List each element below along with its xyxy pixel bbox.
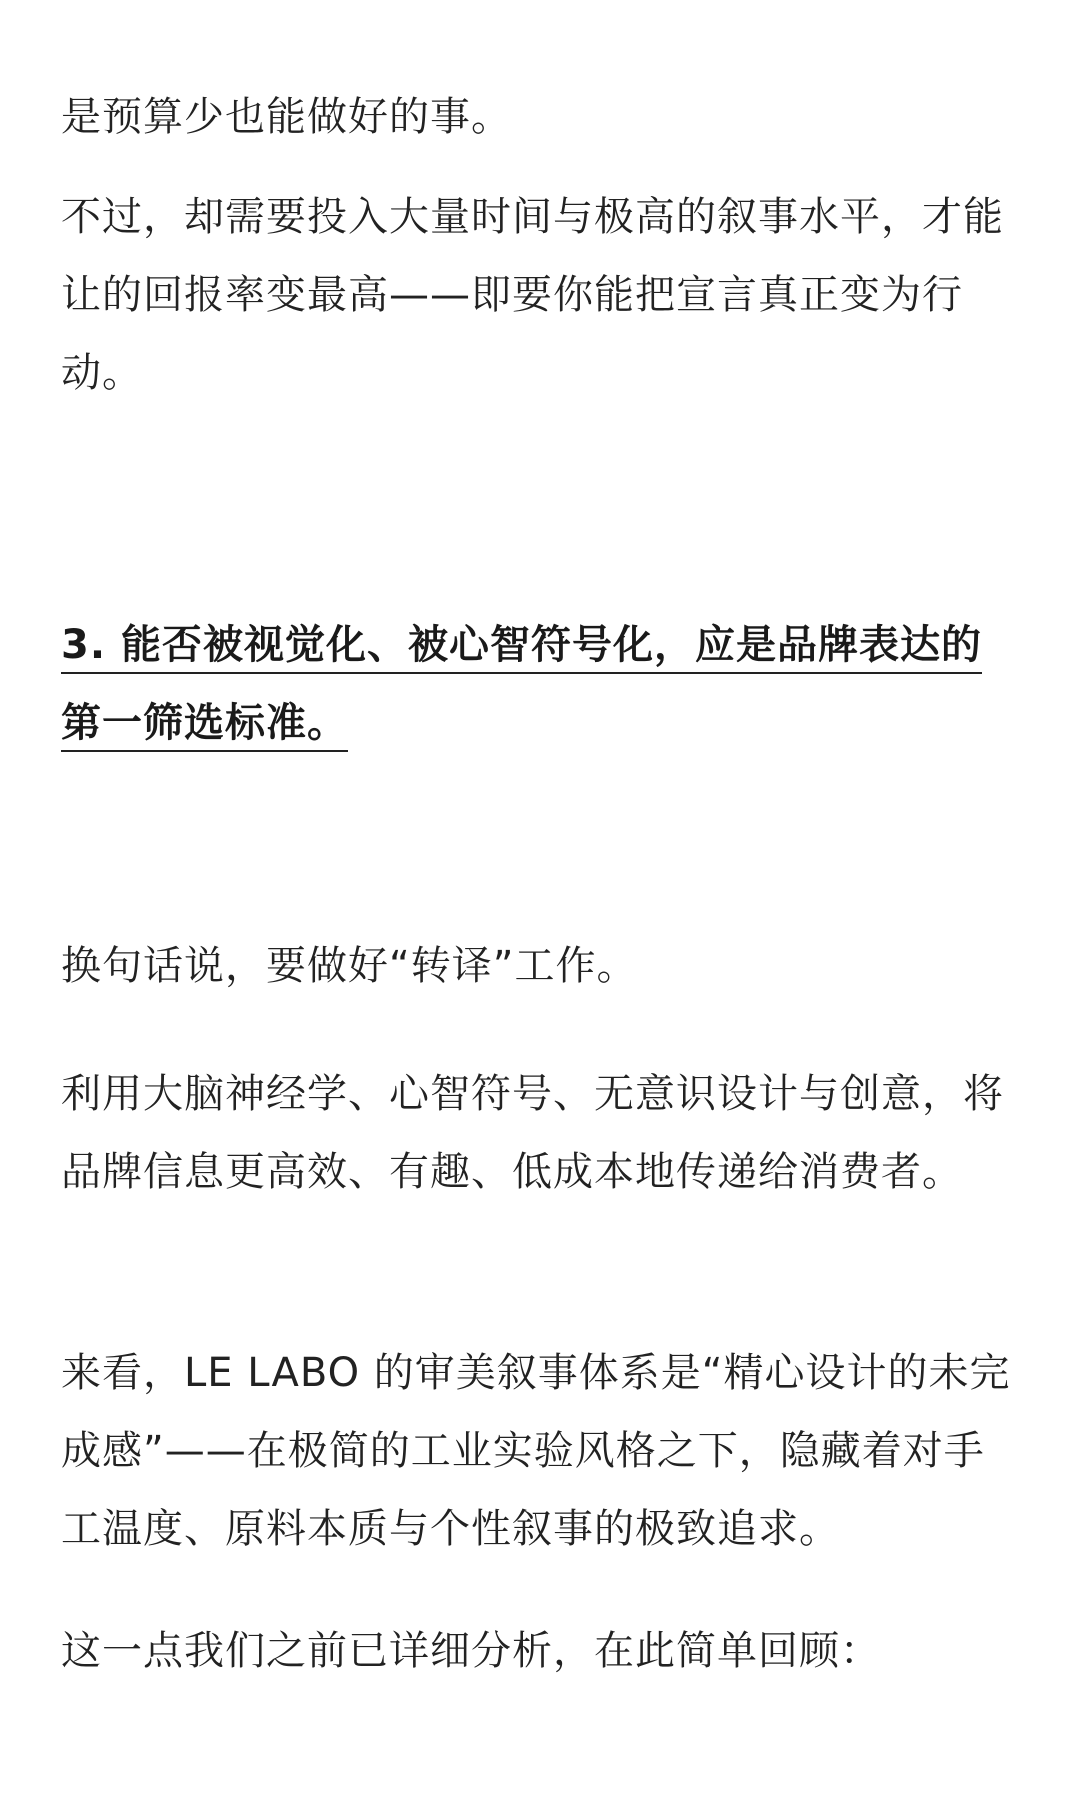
section-heading-3 <box>61 606 1021 762</box>
paragraph-le-labo: 来看，LE LABO 的审美叙事体系是“精心设计的未完成感”——在极简的工业实验风格之下，隐藏着对手工温度、原料本质与个性叙事的极致追求。 <box>61 1350 1011 1552</box>
paragraph-budget: 是预算少也能做好的事。 <box>61 94 512 140</box>
paragraph-review: 这一点我们之前已详细分析，在此简单回顾： <box>61 1628 881 1674</box>
section-heading-text: 3. 能否被视觉化、被心智符号化，应是品牌表达的第一筛选标准。 <box>61 622 982 752</box>
paragraph-narrative-level: 不过，却需要投入大量时间与极高的叙事水平，才能让的回报率变最高——即要你能把宣言真正变为行动。 <box>61 194 1004 396</box>
paragraph-translation: 换句话说，要做好“转译”工作。 <box>61 943 638 989</box>
paragraph-neuroscience: 利用大脑神经学、心智符号、无意识设计与创意，将品牌信息更高效、有趣、低成本地传递给消费者。 <box>61 1071 1004 1195</box>
